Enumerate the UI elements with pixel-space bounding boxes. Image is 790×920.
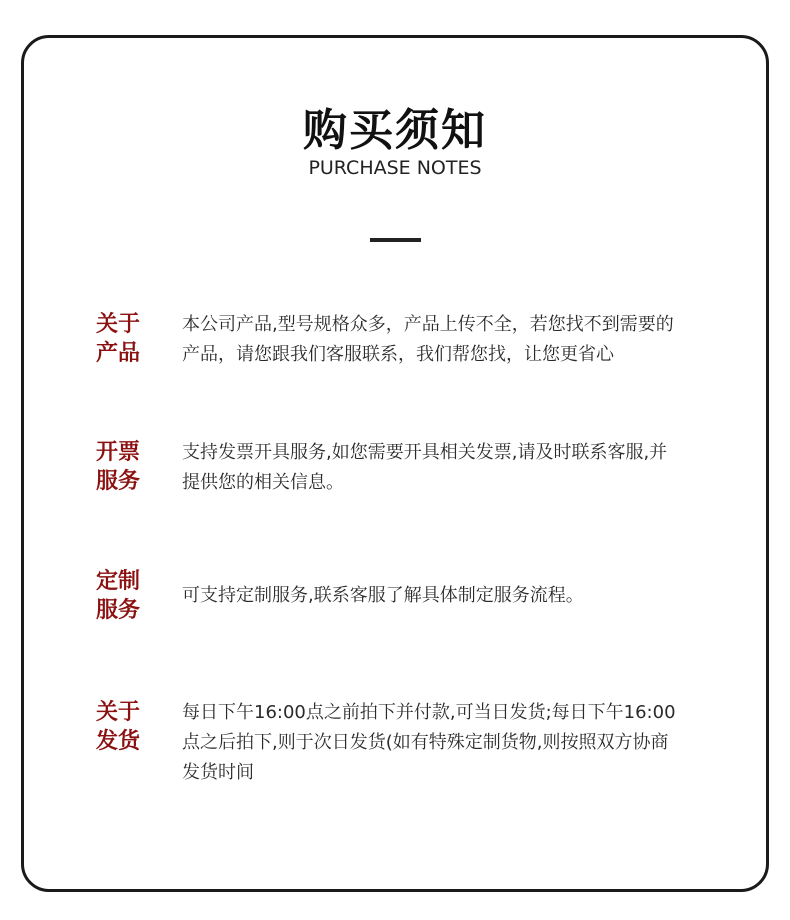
section-label xyxy=(96,567,152,625)
section-label-line: 发货 xyxy=(96,729,141,754)
section-label xyxy=(96,698,152,756)
section-text-line: 本公司产品,型号规格众多，产品上传不全，若您找不到需要的 xyxy=(182,314,674,335)
section-label-line: 定制 xyxy=(96,569,141,594)
section-label-line: 产品 xyxy=(96,341,141,366)
section-text xyxy=(182,310,742,370)
page-title: 购买须知 xyxy=(303,105,487,156)
title-divider xyxy=(370,238,421,242)
section-text xyxy=(182,698,742,788)
section-label xyxy=(96,438,152,496)
section-text-line: 支持发票开具服务,如您需要开具相关发票,请及时联系客服,并 xyxy=(182,442,668,463)
section-label-line: 关于 xyxy=(96,700,141,725)
section-text-line: 可支持定制服务,联系客服了解具体制定服务流程。 xyxy=(182,585,584,606)
section-text-line: 发货时间 xyxy=(182,762,254,783)
section-text xyxy=(182,581,742,611)
section-label-line: 服务 xyxy=(96,469,141,494)
section-text-line: 点之后拍下,则于次日发货(如有特殊定制货物,则按照双方协商 xyxy=(182,732,669,753)
section-label-line: 开票 xyxy=(96,440,141,465)
section-text-line: 产品，请您跟我们客服联系，我们帮您找，让您更省心 xyxy=(182,344,614,365)
page-subtitle: PURCHASE NOTES xyxy=(308,157,482,179)
section-text xyxy=(182,438,742,498)
section-label-line: 关于 xyxy=(96,312,141,337)
section-text-line: 提供您的相关信息。 xyxy=(182,472,344,493)
section-label-line: 服务 xyxy=(96,598,141,623)
section-text-line: 每日下午16:00点之前拍下并付款,可当日发货;每日下午16:00 xyxy=(182,702,676,723)
section-label xyxy=(96,310,152,368)
